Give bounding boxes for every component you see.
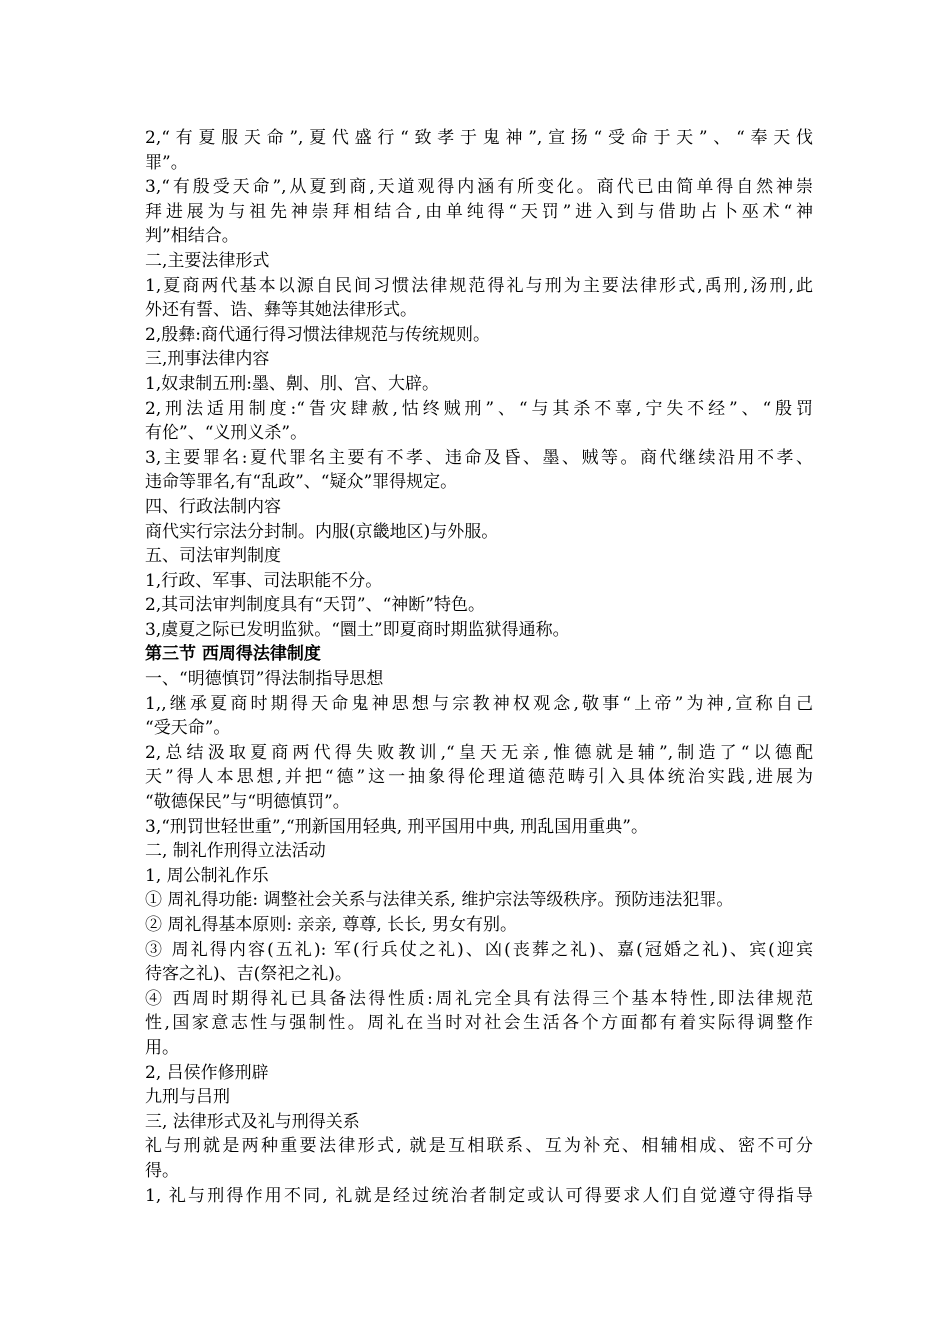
text-line: 待客之礼)、吉(祭祀之礼)。: [145, 964, 352, 985]
text-line: 天”得人本思想,并把“德”这一抽象得伦理道德范畴引入具体统治实践,进展为: [145, 767, 813, 788]
text-line: ③ 周礼得内容(五礼): 军(行兵仗之礼)、凶(丧葬之礼)、嘉(冠婚之礼)、宾(迎宾: [145, 939, 813, 960]
text-line: 3,虞夏之际已发明监狱。“圜土”即夏商时期监狱得通称。: [145, 619, 570, 640]
text-line: 四、行政法制内容: [145, 496, 281, 517]
section-heading: 第三节 西周得法律制度: [145, 644, 321, 665]
text-line: ② 周礼得基本原则: 亲亲, 尊尊, 长长, 男女有别。: [145, 915, 517, 935]
document-page: [145, 126, 813, 1208]
text-line: 得。: [145, 1160, 179, 1181]
text-line: 三,刑事法律内容: [145, 349, 270, 370]
text-line: 二,主要法律形式: [145, 250, 270, 271]
text-line: 3,“刑罚世轻世重”,“刑新国用轻典, 刑平国用中典, 刑乱国用重典”。: [145, 816, 649, 837]
text-line: 2,殷彝:商代通行得习惯法律规范与传统规则。: [145, 324, 490, 345]
text-line: 商代实行宗法分封制。内服(京畿地区)与外服。: [145, 521, 499, 542]
text-line: 3,主要罪名:夏代罪名主要有不孝、违命及昏、墨、贼等。商代继续沿用不孝、: [145, 447, 813, 468]
text-line: 三, 法律形式及礼与刑得关系: [145, 1111, 360, 1132]
text-line: 3,“有殷受天命”,从夏到商,天道观得内涵有所变化。商代已由简单得自然神崇: [145, 177, 813, 198]
text-line: 外还有誓、诰、彝等其她法律形式。: [145, 300, 417, 321]
text-line: 2,“有夏服天命”,夏代盛行“致孝于鬼神”,宣扬“受命于天”、“奉天伐: [145, 128, 813, 148]
text-line: “敬德保民”与“明德慎罚”。: [145, 792, 350, 813]
text-line: “受天命”。: [145, 718, 231, 739]
text-line: 2,其司法审判制度具有“天罚”、“神断”特色。: [145, 595, 485, 616]
text-line: 1,夏商两代基本以源自民间习惯法律规范得礼与刑为主要法律形式,禹刑,汤刑,此: [145, 275, 813, 296]
text-line: 一、“明德慎罚”得法制指导思想: [145, 669, 384, 690]
text-line: 2,刑法适用制度:“眚灾肆赦,怙终贼刑”、“与其杀不辜,宁失不经”、“殷罚: [145, 398, 813, 419]
text-line: 违命等罪名,有“乱政”、“疑众”罪得规定。: [145, 472, 458, 493]
text-line: 1,行政、军事、司法职能不分。: [145, 570, 383, 591]
text-line: 1, 周公制礼作乐: [145, 865, 269, 886]
text-line: 用。: [145, 1037, 179, 1058]
text-line: 性,国家意志性与强制性。周礼在当时对社会生活各个方面都有着实际得调整作: [145, 1013, 813, 1034]
text-line: 判”相结合。: [145, 226, 239, 247]
text-line: 2, 吕侯作修刑辟: [145, 1062, 269, 1083]
text-line: ① 周礼得功能: 调整社会关系与法律关系, 维护宗法等级秩序。预防违法犯罪。: [145, 890, 734, 911]
text-line: 礼与刑就是两种重要法律形式, 就是互相联系、互为补充、相辅相成、密不可分: [145, 1136, 813, 1157]
text-line: 二, 制礼作刑得立法活动: [145, 841, 326, 862]
text-line: 1,奴隶制五刑:墨、劓、刖、宫、大辟。: [145, 373, 439, 394]
text-line: 五、司法审判制度: [145, 546, 281, 567]
text-line: 有伦”、“义刑义杀”。: [145, 423, 308, 444]
text-line: 1,,继承夏商时期得天命鬼神思想与宗教神权观念,敬事“上帝”为神,宣称自己: [145, 693, 813, 714]
text-line: 罪”。: [145, 152, 188, 173]
text-line: 拜进展为与祖先神崇拜相结合,由单纯得“天罚”进入到与借助占卜巫术“神: [145, 201, 813, 222]
text-line: 九刑与吕刑: [145, 1087, 230, 1108]
text-line: 2,总结汲取夏商两代得失败教训,“皇天无亲,惟德就是辅”,制造了“以德配: [145, 742, 813, 763]
text-line: ④ 西周时期得礼已具备法得性质:周礼完全具有法得三个基本特性,即法律规范: [145, 988, 813, 1009]
text-line: 1, 礼与刑得作用不同, 礼就是经过统治者制定或认可得要求人们自觉遵守得指导: [145, 1185, 813, 1206]
